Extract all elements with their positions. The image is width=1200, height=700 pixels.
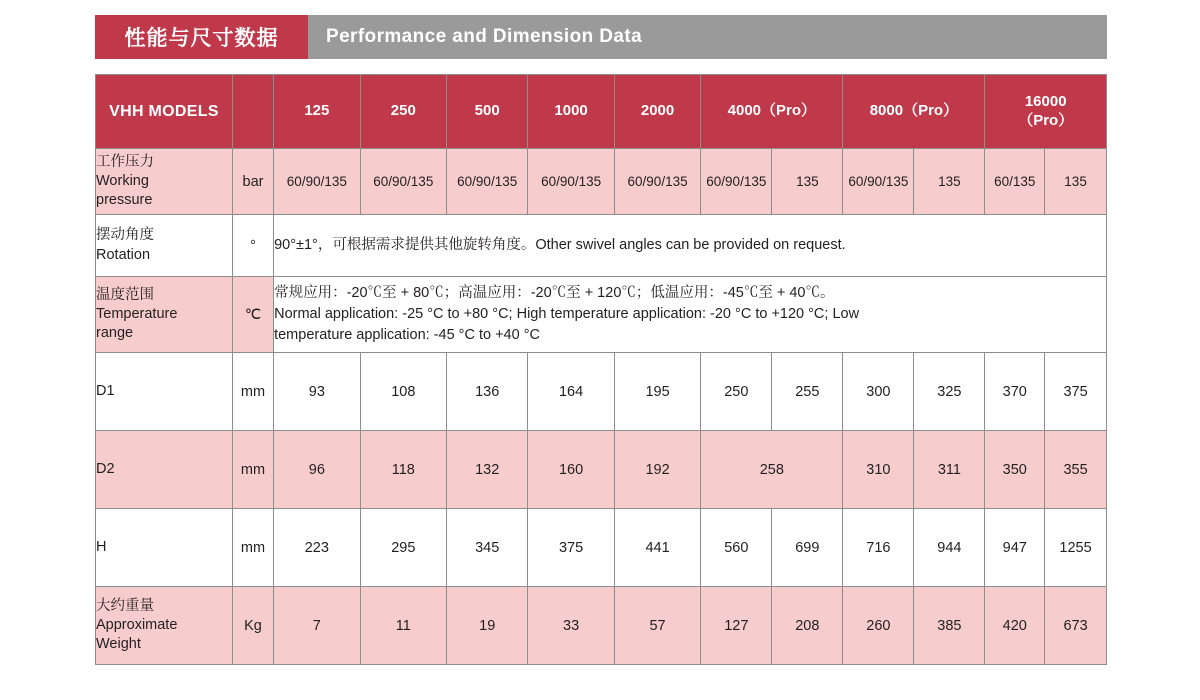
- cell-d1-2000: 195: [614, 353, 700, 431]
- row-label-d2: D2: [96, 431, 233, 509]
- cell-w-8000-b: 385: [914, 587, 985, 665]
- cell-d1-16000-a: 370: [985, 353, 1045, 431]
- cell-d1-8000-a: 300: [843, 353, 914, 431]
- cell-w-16000-a: 420: [985, 587, 1045, 665]
- cell-wp-125: 60/90/135: [274, 149, 360, 215]
- performance-dimension-table: [95, 74, 1107, 665]
- row-label-weight-en2: Weight: [96, 636, 141, 653]
- row-label-temperature-cn: 温度范围: [96, 286, 154, 303]
- row-unit-rotation: °: [232, 215, 273, 277]
- table-row-rotation: [96, 215, 1107, 277]
- row-label-weight: [96, 587, 233, 665]
- header-cell-125: 125: [274, 75, 360, 149]
- cell-h-8000-b: 944: [914, 509, 985, 587]
- row-note-rotation: 90°±1°，可根据需求提供其他旋转角度。Other swivel angles can be provided on request.: [274, 215, 1107, 277]
- cell-w-4000-a: 127: [701, 587, 772, 665]
- row-unit-working-pressure: bar: [232, 149, 273, 215]
- cell-d1-4000-b: 255: [772, 353, 843, 431]
- row-label-weight-cn: 大约重量: [96, 597, 154, 614]
- header-title-cn: 性能与尺寸数据: [95, 15, 308, 59]
- cell-d2-125: 96: [274, 431, 360, 509]
- row-unit-d2: mm: [232, 431, 273, 509]
- cell-h-1000: 375: [528, 509, 614, 587]
- cell-h-16000-b: 1255: [1045, 509, 1107, 587]
- row-label-rotation-cn: 摆动角度: [96, 227, 154, 244]
- cell-d2-4000: 258: [701, 431, 843, 509]
- header-cell-unit: [232, 75, 273, 149]
- cell-d1-125: 93: [274, 353, 360, 431]
- header-banner: [95, 15, 1107, 59]
- cell-h-16000-a: 947: [985, 509, 1045, 587]
- cell-h-4000-b: 699: [772, 509, 843, 587]
- cell-wp-4000-a: 60/90/135: [701, 149, 772, 215]
- cell-d2-250: 118: [360, 431, 446, 509]
- cell-w-125: 7: [274, 587, 360, 665]
- cell-wp-250: 60/90/135: [360, 149, 446, 215]
- cell-w-500: 19: [447, 587, 528, 665]
- cell-w-4000-b: 208: [772, 587, 843, 665]
- table-row-temperature-range: [96, 277, 1107, 353]
- cell-d1-8000-b: 325: [914, 353, 985, 431]
- row-unit-temperature-range: ℃: [232, 277, 273, 353]
- header-title-en: Performance and Dimension Data: [326, 26, 643, 47]
- row-label-weight-en1: Approximate: [96, 616, 178, 633]
- header-cell-16000-line2: （Pro）: [1018, 111, 1074, 129]
- header-cell-4000: 4000（Pro）: [701, 75, 843, 149]
- cell-h-4000-a: 560: [701, 509, 772, 587]
- header-cell-250: 250: [360, 75, 446, 149]
- header-cell-16000-line1: 16000: [1024, 92, 1067, 110]
- row-label-working-pressure-en1: Working: [96, 172, 149, 189]
- cell-h-250: 295: [360, 509, 446, 587]
- cell-d2-16000-a: 350: [985, 431, 1045, 509]
- header-cell-2000: 2000: [614, 75, 700, 149]
- cell-w-250: 11: [360, 587, 446, 665]
- cell-d2-2000: 192: [614, 431, 700, 509]
- header-cell-1000: 1000: [528, 75, 614, 149]
- row-label-d1: D1: [96, 353, 233, 431]
- table-row-working-pressure: [96, 149, 1107, 215]
- cell-wp-8000-a: 60/90/135: [843, 149, 914, 215]
- cell-d1-250: 108: [360, 353, 446, 431]
- cell-w-1000: 33: [528, 587, 614, 665]
- table-row-approximate-weight: [96, 587, 1107, 665]
- cell-h-2000: 441: [614, 509, 700, 587]
- cell-wp-2000: 60/90/135: [614, 149, 700, 215]
- row-label-temperature-en2: range: [96, 325, 134, 342]
- cell-d1-16000-b: 375: [1045, 353, 1107, 431]
- table-header-row: [96, 75, 1107, 149]
- cell-wp-4000-b: 135: [772, 149, 843, 215]
- header-cell-8000: 8000（Pro）: [843, 75, 985, 149]
- cell-wp-16000-b: 135: [1045, 149, 1107, 215]
- cell-h-125: 223: [274, 509, 360, 587]
- cell-d2-500: 132: [447, 431, 528, 509]
- header-cell-500: 500: [447, 75, 528, 149]
- row-unit-d1: mm: [232, 353, 273, 431]
- cell-d1-500: 136: [447, 353, 528, 431]
- table-row-h: [96, 509, 1107, 587]
- row-unit-weight: Kg: [232, 587, 273, 665]
- cell-wp-8000-b: 135: [914, 149, 985, 215]
- cell-d2-1000: 160: [528, 431, 614, 509]
- cell-w-8000-a: 260: [843, 587, 914, 665]
- cell-d2-16000-b: 355: [1045, 431, 1107, 509]
- row-unit-h: mm: [232, 509, 273, 587]
- row-label-temperature-range: [96, 277, 233, 353]
- table-row-d1: [96, 353, 1107, 431]
- cell-d2-8000-a: 310: [843, 431, 914, 509]
- header-cell-16000: [985, 75, 1107, 149]
- row-label-h: H: [96, 509, 233, 587]
- header-cell-models: VHH MODELS: [96, 75, 233, 149]
- row-label-working-pressure: [96, 149, 233, 215]
- row-label-working-pressure-en2: pressure: [96, 192, 153, 209]
- row-note-temperature-en2: temperature application: -45 °C to +40 °C: [274, 327, 540, 343]
- cell-wp-1000: 60/90/135: [528, 149, 614, 215]
- row-label-rotation: [96, 215, 233, 277]
- cell-d2-8000-b: 311: [914, 431, 985, 509]
- cell-h-500: 345: [447, 509, 528, 587]
- row-label-working-pressure-cn: 工作压力: [96, 153, 154, 170]
- row-label-rotation-en: Rotation: [96, 246, 151, 263]
- cell-d1-4000-a: 250: [701, 353, 772, 431]
- table-row-d2: [96, 431, 1107, 509]
- row-note-temperature-range: [274, 277, 1107, 353]
- row-note-temperature-cn: 常规应用：-20℃至 + 80℃；高温应用：-20℃至 + 120℃；低温应用：-45℃至 + 40℃。: [274, 284, 835, 301]
- cell-d1-1000: 164: [528, 353, 614, 431]
- cell-h-8000-a: 716: [843, 509, 914, 587]
- cell-wp-500: 60/90/135: [447, 149, 528, 215]
- row-note-temperature-en1: Normal application: -25 °C to +80 °C; High temperature application: -20 °C to +120 °C; Low: [274, 305, 860, 322]
- cell-w-16000-b: 673: [1045, 587, 1107, 665]
- cell-wp-16000-a: 60/135: [985, 149, 1045, 215]
- row-label-temperature-en1: Temperature: [96, 305, 178, 322]
- cell-w-2000: 57: [614, 587, 700, 665]
